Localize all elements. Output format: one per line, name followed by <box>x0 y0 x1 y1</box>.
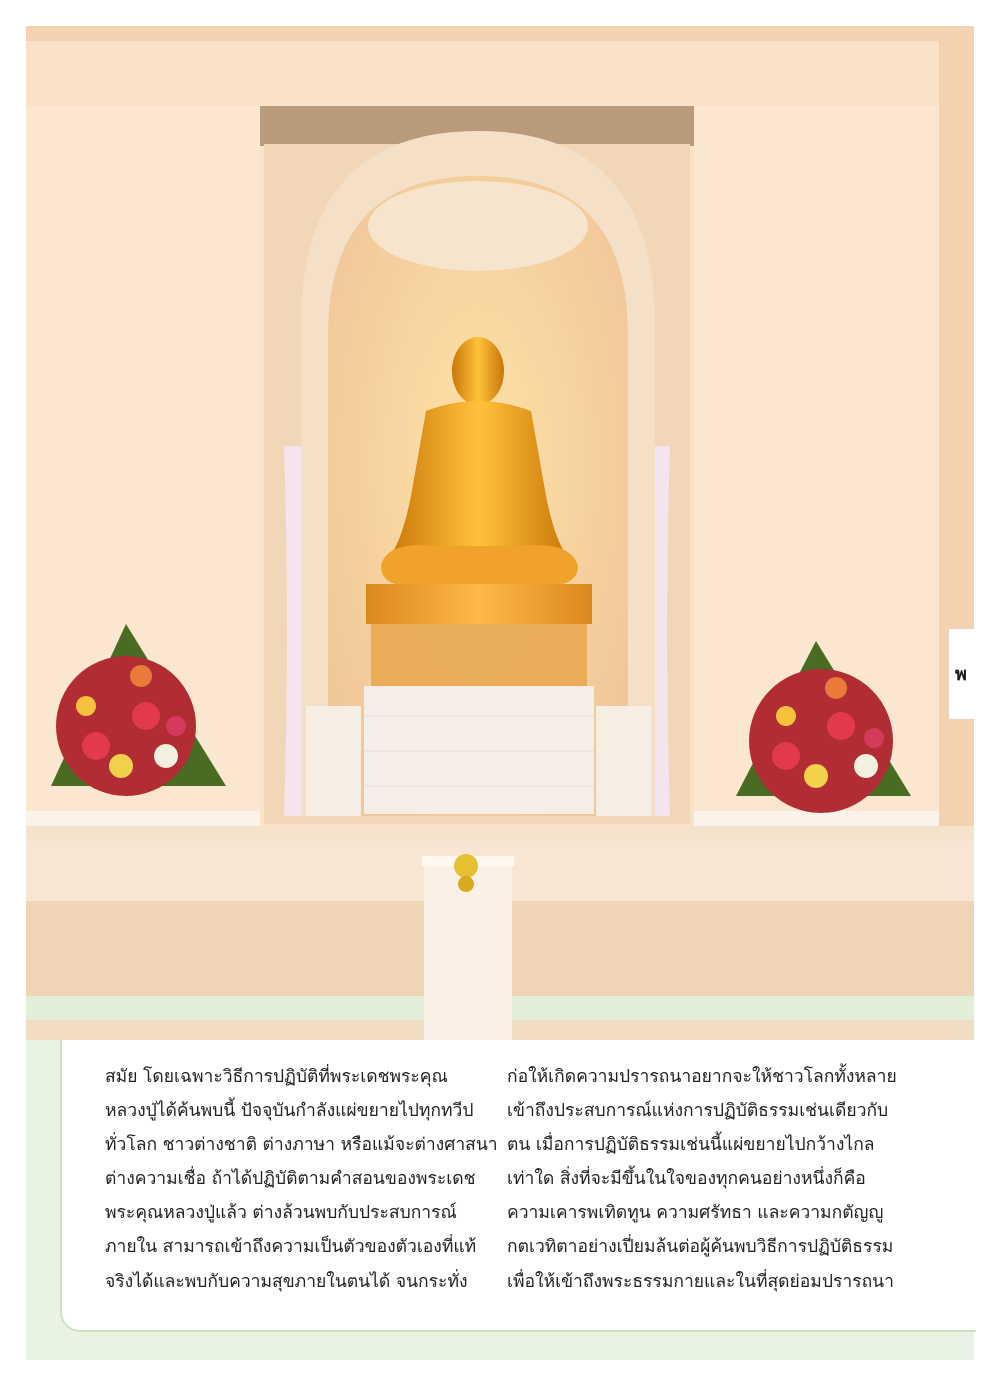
text-line: จริงได้และพบกับความสุขภายในตนได้ จนกระทั่ง <box>105 1271 468 1292</box>
text-line: ทั่วโลก ชาวต่างชาติ ต่างภาษา หรือแม้จะต่างศาสนา <box>105 1135 498 1156</box>
text-line: เข้าถึงประสบการณ์แห่งการปฏิบัติธรรมเช่นเดียวกับ <box>507 1101 889 1122</box>
text-line: ก่อให้เกิดความปรารถนาอยากจะให้ชาวโลกทั้งหลาย <box>507 1067 897 1087</box>
shrine-photo <box>26 26 974 1040</box>
text-line: พระคุณหลวงปู่แล้ว ต่างล้วนพบกับประสบการณ์ <box>105 1203 457 1224</box>
text-line: สมัย โดยเฉพาะวิธีการปฏิบัติที่พระเดชพระคุณ <box>105 1067 448 1087</box>
text-line: เพื่อให้เข้าถึงพระธรรมกายและในที่สุดย่อมปรารถนา <box>507 1271 894 1292</box>
article-right-column <box>507 1060 897 1299</box>
text-line: ความเคารพเทิดทูน ความศรัทธา และความกตัญญู <box>507 1203 884 1224</box>
text-line: กตเวทิตาอย่างเปี่ยมล้นต่อผู้ค้นพบวิธีการปฏิบัติธรรม <box>507 1237 894 1258</box>
text-line: หลวงปู่ได้ค้นพบนี้ ปัจจุบันกำลังแผ่ขยายไปทุกทวีป <box>105 1101 474 1122</box>
article-left-column <box>105 1060 498 1299</box>
text-line: ตน เมื่อการปฏิบัติธรรมเช่นนี้แผ่ขยายไปกว้างไกล <box>507 1135 875 1156</box>
edge-label-text: พ <box>955 664 967 685</box>
edge-label-box <box>948 628 975 720</box>
text-line: ภายใน สามารถเข้าถึงความเป็นตัวของตัวเองที่แท้ <box>105 1237 477 1258</box>
text-line: เท่าใด สิ่งที่จะมีขึ้นในใจของทุกคนอย่างหนึ่งก็คือ <box>507 1169 866 1190</box>
text-line: ต่างความเชื่อ ถ้าได้ปฏิบัติตามคำสอนของพระเดช <box>105 1169 476 1190</box>
